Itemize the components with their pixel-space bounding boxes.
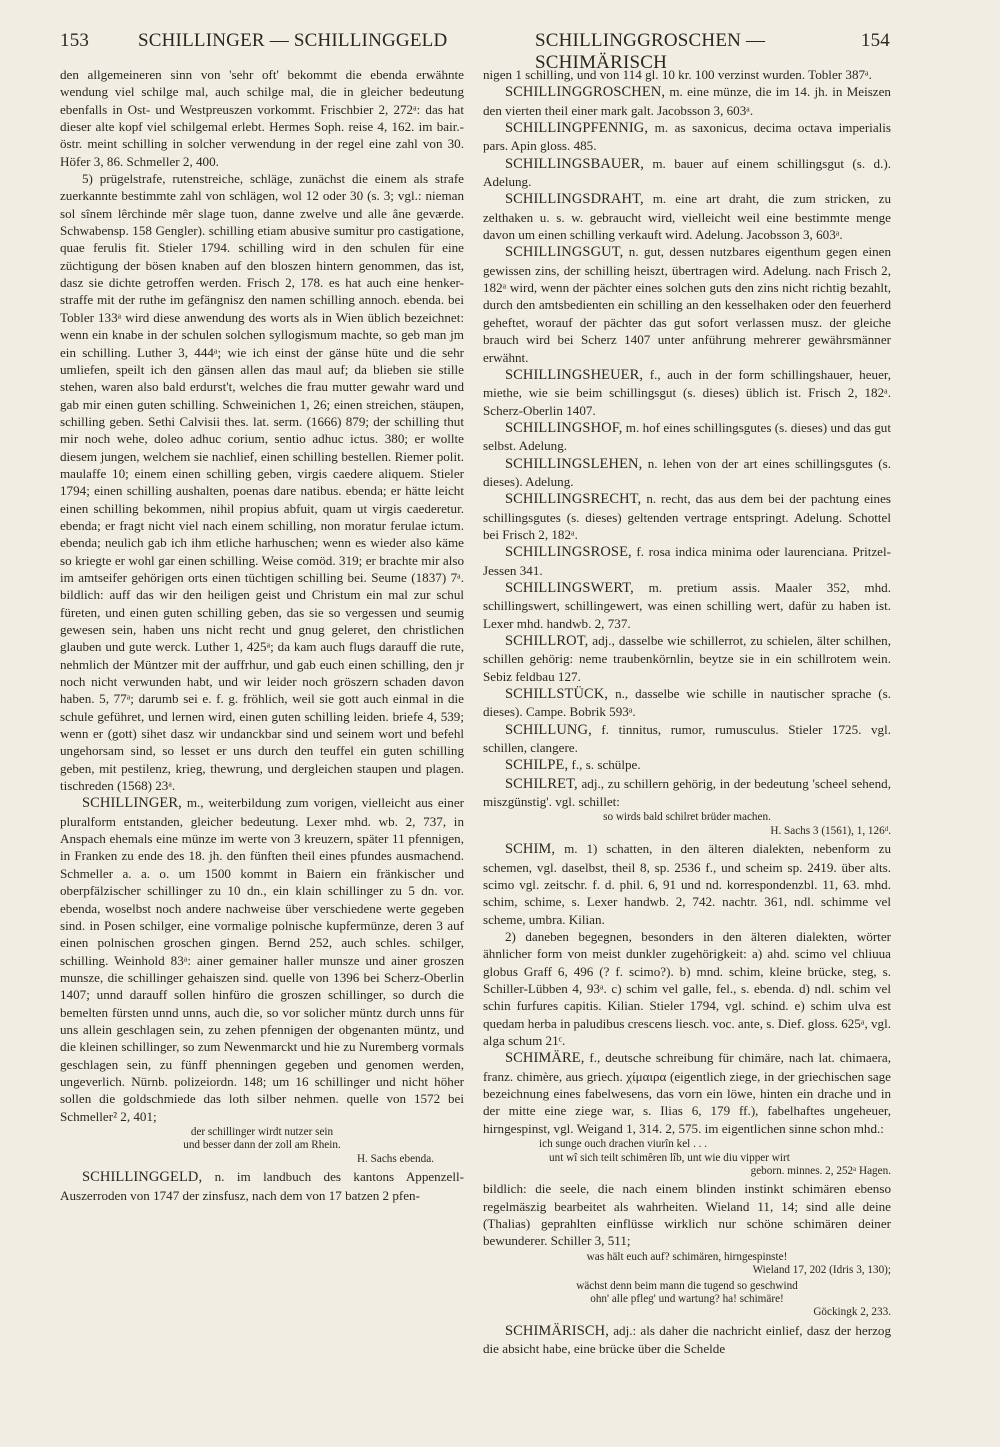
headword: SCHILPE,: [505, 757, 569, 774]
entry-body: m. 1) schatten, in den älteren dialekten, nebenform zu schemen, vgl. daselbst, theil 8, sp. 2536 f., und scheim sp. 2419. über alts. scimo vgl. zeitschr. f. d. phil. 6, 91 und nd. korrespondenzbl. 11, 63. mhd. schim, schime, s. Lexer handwb. 2, 742. nachtr. 361, ndl. schimme vel scheme, umbra. Kilian.: [483, 841, 891, 927]
dictionary-entry: [483, 190, 891, 243]
dictionary-entry: [483, 840, 891, 928]
entry-body: n. lehen von der art eines schillingsgutes (s. dieses). Adelung.: [483, 455, 891, 489]
dictionary-entry: [483, 419, 891, 455]
running-title-right: SCHILLINGGROSCHEN — SCHIMÄRISCH: [535, 30, 766, 73]
page-number-right: 154: [860, 30, 890, 51]
dictionary-entry: [483, 1322, 891, 1358]
entry-body: f., deutsche schreibung für chimäre, nach lat. chimaera, franz. chimère, aus griech. χίμαιρα (eigentlich ziege, in der griechischen sage bezeichnung eines fabelwesens, das vorn ein löwe, hinten ein drache und in der mitte eine ziege war, s. Ilias 6, 179 ff.), fabelhaftes ungeheuer, hirngespinst, vgl. Weigand 1, 314. 2, 575. im eigentlichen sinne schon mhd.:: [483, 1050, 891, 1136]
headword: SCHIMÄRE,: [505, 1050, 585, 1067]
headword: SCHILLINGGROSCHEN,: [505, 84, 666, 101]
dictionary-entry: [483, 775, 891, 811]
headword: SCHILRET,: [505, 775, 578, 792]
entry-body: f. tinnitus, rumor, rumusculus. Stieler 1725. vgl. schillen, clangere.: [483, 721, 891, 756]
verse-line: der schillinger wirdt nutzer sein: [190, 1125, 334, 1138]
headword: SCHIM,: [505, 841, 556, 858]
entry-body: adj., dasselbe wie schillerrot, zu schielen, älter schilhen, schillen gehörig: neme traubenkörnlin, beytze sie in ein schillrotem wein. Sebiz feldbau 127.: [483, 633, 891, 684]
entry-body: m. eine art draht, die zum stricken, zu zelthaken u. s. w. gebraucht wird, vielleicht weil eine bestimmte menge davon um einen schilling verkauft wird. Adelung. Jacobsson 3, 603ᵃ.: [483, 191, 891, 243]
verse-source: H. Sachs ebenda.: [356, 1152, 434, 1165]
headword: SCHILLINGSRECHT,: [505, 491, 642, 508]
headword: SCHILLINGSHOF,: [505, 419, 623, 436]
headword: SCHILLINGSGUT,: [505, 244, 624, 261]
entry-body: f., auch in der form schillingshauer, heuer, miethe, wie sie beim schillingsgut (s. dieses) üblich ist. Frisch 2, 182ᵃ. Scherz-Oberlin 1407.: [483, 366, 891, 418]
verse-line: ohn' alle pfleg' und wartung? ha! schimäre!: [590, 1292, 784, 1305]
dictionary-entry: [483, 543, 891, 579]
right-column: [483, 66, 891, 1357]
headword: SCHILLUNG,: [505, 721, 592, 738]
entry-body: m. as saxonicus, decima octava imperialis pars. Apin gloss. 485.: [483, 120, 891, 154]
dictionary-entry: [483, 721, 891, 757]
headword: SCHILLINGSHEUER,: [505, 366, 644, 383]
left-column: [60, 66, 464, 1204]
dictionary-entry: [483, 243, 891, 365]
headword: SCHILLINGSDRAHT,: [505, 191, 644, 208]
headword: SCHILLROT,: [505, 633, 589, 649]
entry-body: n. recht, das aus dem bei der pachtung eines schillingsgutes (s. dieses) geltenden vertrage entspringt. Adelung. Schottel bei Frisch 2, 182ᵃ.: [483, 491, 891, 542]
verse-line: geborn. minnes. 2, 252ᵃ Hagen.: [750, 1164, 891, 1177]
verse-quote: [483, 811, 891, 838]
headword: SCHIMÄRISCH,: [505, 1322, 609, 1339]
entry-body: adj.: als daher die nachricht einlief, dasz der herzog die absicht habe, eine brücke über die Schelde: [483, 1322, 891, 1357]
dictionary-entry: [483, 455, 891, 491]
verse-quote: [483, 1138, 891, 1178]
entry-body: n., dasselbe wie schille in nautischer sprache (s. dieses). Campe. Bobrik 593ᵃ.: [483, 686, 891, 720]
headword: SCHILLSTÜCK,: [505, 686, 609, 703]
dictionary-entry: [483, 119, 891, 155]
dictionary-entry: [483, 490, 891, 543]
paragraph: 5) prügelstrafe, rutenstreiche, schläge, zunächst die einem als strafe zuerkannte bestimmte zahl von schlägen, wol 12 oder 30 (s. 3; vgl.: nieman sol sînem lêrchinde mêr slage tuon, danne zwelve und alle âne geværde. Schwabensp. 158 Gengler). schilling etiam abusive sumitur pro castigatione, quae ferulis fit. Stieler 1794. schilling wird in den schulen für eine züchtigung der bösen knaben auf den bloszen hintern genommen, das ist, dasz sie dichte getroffen werden. Frisch 2, 178. es hat auch eine henker-straffe mit der ruthe im gefängnisz den namen schilling annoch. ebenda. bei Tobler 133ᵃ wird diese anwendung des worts als in Wien üblich bezeichnet: wenn ein knabe in der schulen solchen syllogismum machte, so geb man jm ein schilling. Luther 3, 444ᵃ; wie ich einst der gänse hüte und die sehr umliefen, speilt ich den gänsen allen das maul auf; da blieben sie stille stehen, waren also bald erdurst't, welches die frau mutter gewahr ward und gab mir einen guten schilling. Schweinichen 1, 26; einen streichen, stäupen, schilling geben. Sethi Calvisii thes. lat. serm. (1666) 879; der schilling thut mir noch wehe, doleo adhuc corium, sentio adhuc ictus. 380; er wollte diesem jungen, welchem sie nachlief, einen schilling bestellen. Riemer polit. maulaffe 10; einem einen schilling geben, virgis caedere aliquem. Stieler 1794; einen schilling aushalten, poenas dare natibus. ebenda; er hätte leicht einen schilling bekommen, nihil propius abfuit, quam ut virgis caederetur. ebenda; er fragt nicht viel nach einem schilling, non moratur ferulae ictum. ebenda; neulich gab ich ihm etliche harhuschen; wenn es wieder also käme so kriegte er wohl gar einen schilling. Weise comöd. 319; er brachte mir also im amtseifer gehörigen orts einen tüchtigen schilling bei. Seume (1837) 7ᵃ. bildlich: auff das wir den heiligen geist und Christum ein mal zur schul füreten, und einen guten schilling geben, das sie so vergessen und seumig gewesen sein, haben uns nicht recht und gnug geleret, den christlichen glauben und gute werck. Luther 1, 425ᵃ; da kam auch flugs darauff die rute, nehmlich der Müntzer mit der auffrhur, und gab euch einen schilling, den jr noch nicht verwunden habt, und wir leider noch gröszern schaden davon haben. 5, 77ᵃ; darumb sei e. f. g. fröhlich, weil sie gott auch einmal in die schule geführet, und lernen wird, einen guten schilling leiden. briefe 4, 539; wenn er (gott) sihet dasz wir undanckbar sind und seinem wort und befehl ungehorsam sind, so lesset er uns durch den teuffel ein guten schilling geben, mit pestilenz, krieg, thewrung, und dergleichen staupen und plagen. tischreden (1568) 23ᵃ.: [60, 171, 464, 794]
verse-line: wächst denn beim mann die tugend so geschwind: [576, 1279, 798, 1292]
entry-body: m. eine münze, die im 14. jh. in Meiszen den vierten theil einer mark galt. Jacobsson 3, 603ᵃ.: [483, 84, 891, 118]
headword: SCHILLINGSROSE,: [505, 544, 632, 561]
dictionary-entry: [483, 579, 891, 632]
headword: SCHILLINGPFENNIG,: [505, 120, 649, 137]
headword: SCHILLINGER,: [82, 795, 182, 812]
verse-source: Göckingk 2, 233.: [813, 1306, 891, 1319]
dictionary-entry: [483, 632, 891, 685]
dictionary-entry: [483, 1049, 891, 1137]
verse-quote: [483, 1280, 891, 1320]
paragraph: 2) daneben begegnen, besonders in den älteren dialekten, wörter ähnlicher form von meist dunkler zugehörigkeit: a) ahd. scimo vel chliuua globus Graff 6, 496 (? f. scimo?). b) mnd. schim, kleine brücke, steg, s. Schiller-Lübben 4, 93ᵃ. c) schim vel galle, fel., s. ebenda. d) ndl. schim vel schin furfures capitis. Kilian. Stieler 1794, vgl. schind. e) schim ulva est quedam herba in paludibus crescens liesch. voc. ante, s. Dief. gloss. 625ᵃ, vgl. alga schum 21ᶜ.: [483, 928, 891, 1049]
dictionary-entry: [60, 794, 464, 1125]
verse-line: was hält euch auf? schimären, hirngespinste!: [586, 1250, 788, 1263]
paragraph: den allgemeineren sinn von 'sehr oft' bekommt die ebenda erwähnte wendung viel schilge mal, auch schilge mal, die in gleicher bedeutung ebenfalls in Ost- und Westpreuszen vorkommt. Frischbier 2, 272ᵃ: das hat dieser alte kopf viel schilgemal erlebt. Hermes Soph. reise 4, 162. im bair.-östr. meint schilling in solcher verwendung in der regel eine zahl von 30. Höfer 3, 86. Schmeller 2, 400.: [60, 67, 464, 169]
verse-source: H. Sachs 3 (1561), 1, 126ᵈ.: [770, 824, 891, 837]
dictionary-entry: [483, 366, 891, 419]
dictionary-entry: [60, 1168, 464, 1204]
verse-source: Wieland 17, 202 (Idris 3, 130);: [752, 1264, 891, 1277]
headword: SCHILLINGGELD,: [82, 1169, 203, 1186]
entry-body: f., s. schülpe.: [571, 757, 641, 773]
dictionary-entry: [483, 155, 891, 191]
dictionary-entry: [483, 83, 891, 119]
verse-line: ich sunge ouch drachen viurîn kel . . .: [539, 1138, 708, 1151]
entry-body: m., weiterbildung zum vorigen, vielleicht aus einer pluralform entstanden, gleicher bedeutung. Lexer mhd. wb. 2, 737, in Anspach ehemals eine münze im werte von 3 kreuzern, später 11 pfennigen, in Franken zu ende des 18. jh. den fünften theil eines pfundes ausmachend. Schmeller a. a. o. um 1500 kommt in Baiern ein fränkischer und oberpfälzischer schillinger zu 10 dn., ein klain schillinger zu 5 dn. vor. ebenda, woselbst noch andere nachweise über verschiedene werte gegeben sind. in Posen schilger, eine vormalige polnische kupfermünze, deren 3 auf einen polnischen groschen gingen. Bernd 252, auch schles. schilger, schilling. Weinhold 83ᵃ: ainer gemainer haller munsze und ainer groszen munsze, die schillinger gehaiszen sind. quelle von 1396 bei Scherz-Oberlin 1407; unnd darauff sollen hinfüro die groszen schillinger, so durch die bemelten fürsten unnd unns, auch die, so vor solicher müntz durch unns für uns allein geschlagen sein, zu zehen pfennigen der obgenanten müntz, und die kleinen schillinger, so zum Newenmarckt und hie zu Nuremberg vormals geschlagen sein, zu fünff phenningen gegeben und genomen werden, ungeverlich. Nürnb. polizeiordn. 148; um 16 schillinger und nicht höher sollen die goldschmiede das loth silber nehmen. quelle von 1572 bei Schmeller² 2, 401;: [60, 795, 464, 1124]
page-number-left: 153: [60, 30, 90, 51]
headword: SCHILLINGSBAUER,: [505, 155, 644, 172]
entry-body: adj., zu schillern gehörig, in der bedeutung 'scheel sehend, miszgünstig'. vgl. schillet:: [483, 775, 891, 810]
running-title-left: SCHILLINGER — SCHILLINGGELD: [138, 30, 448, 51]
entry-body: n. im landbuch des kantons Appenzell-Auszerroden von 1747 der zinsfusz, nach dem von 17 batzen 2 pfen-: [60, 1169, 464, 1203]
paragraph: bildlich: die seele, die nach einem blinden instinkt schimären ebenso regelmäszig bearbeitet als wahrheiten. Wieland 11, 14; sind alle deine (Thalias) geprahlten einflüsse wirklich nur schöne schimären deiner bewunderer. Schiller 3, 511;: [483, 1181, 891, 1249]
verse-line: und besser dann der zoll am Rhein.: [183, 1139, 341, 1152]
headword: SCHILLINGSWERT,: [505, 579, 634, 596]
paragraph: nigen 1 schilling, und von 114 gl. 10 kr. 100 verzinst wurden. Tobler 387ᵃ.: [483, 67, 872, 82]
dictionary-entry: [483, 756, 891, 774]
headword: SCHILLINGSLEHEN,: [505, 455, 643, 472]
entry-body: m. pretium assis. Maaler 352, mhd. schillingswert, schillingewert, was einen schilling wert, dafür zu haben ist. Lexer mhd. handwb. 2, 737.: [483, 579, 891, 631]
entry-body: f. rosa indica minima oder laurenciana. Pritzel-Jessen 341.: [483, 544, 891, 578]
entry-body: n. gut, dessen nutzbares eigenthum gegen einen gewissen zins, der schilling heiszt, übertragen wird. Adelung. nach Frisch 2, 182ᵃ wird, wenn der pächter eines solchen guts den zins nicht richtig bezahlt, durch den amtsbedienten ein schilling an den kesselhaken oder den feuerherd geheftet, worauf der pächter das gut sofort verlassen musz. der gleiche brauch wird bei Scherz 1407 unter anführung mehrerer gewährsmänner erwähnt.: [483, 244, 892, 365]
verse-quote: [60, 1126, 464, 1166]
page-header: [60, 30, 890, 73]
dictionary-entry: [483, 685, 891, 721]
verse-line: unt wî sich teilt schimêren lîb, unt wie diu vipper wirt: [549, 1151, 790, 1164]
entry-body: m. bauer auf einem schillingsgut (s. d.). Adelung.: [483, 155, 891, 190]
verse-line: so wirds bald schilret brüder machen.: [603, 811, 771, 824]
verse-quote: [483, 1251, 891, 1278]
entry-body: m. hof eines schillingsgutes (s. dieses) und das gut selbst. Adelung.: [483, 419, 891, 454]
